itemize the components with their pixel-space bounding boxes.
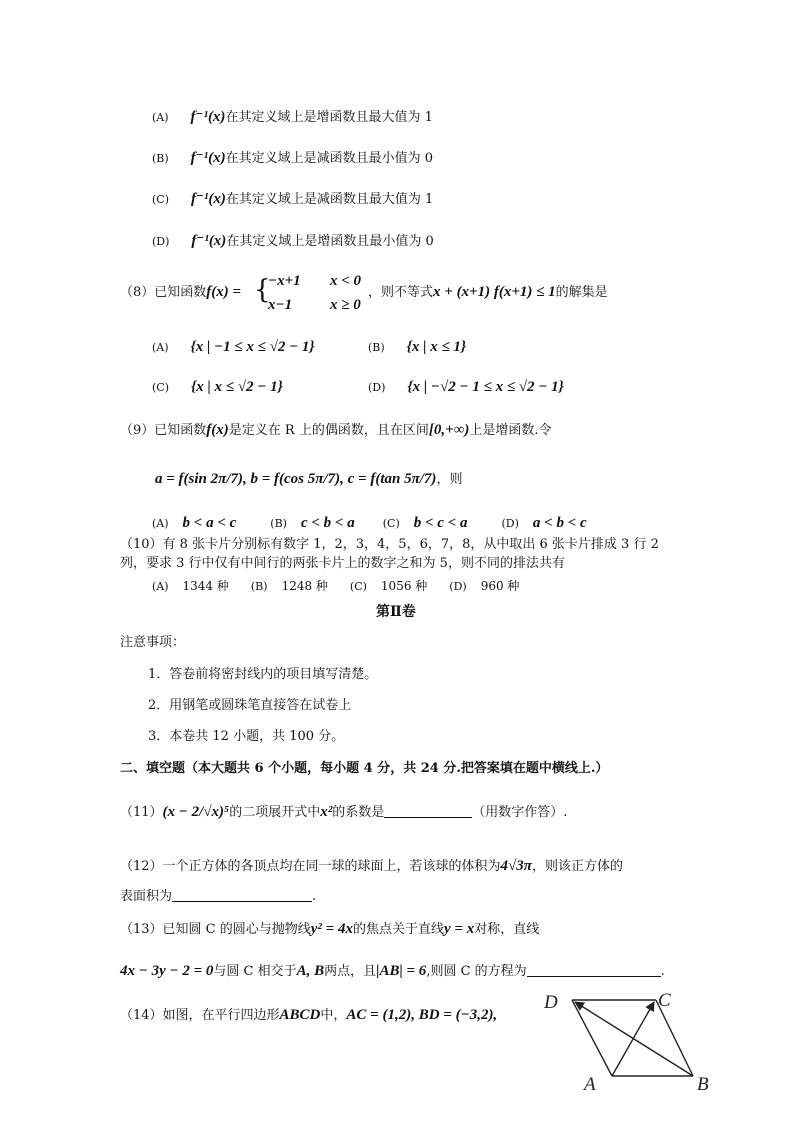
answer-blank[interactable] <box>172 888 312 902</box>
option-text: 1056 种 <box>380 579 428 593</box>
math-expr: f⁻¹(x) <box>191 233 227 249</box>
abc-definitions: a = f(sin 2π/7), b = f(cos 5π/7), c = f(tan 5π/7) <box>155 471 437 487</box>
edge-da <box>572 1000 612 1076</box>
stem-text: 两点，且 <box>324 964 377 979</box>
q7-option-c <box>152 190 433 209</box>
question-number: （11） <box>120 805 163 820</box>
stem-text: 与圆 C 相交于 <box>213 964 297 979</box>
q8-option-c <box>152 378 283 397</box>
option-label: (A) <box>152 111 169 124</box>
stem-text: 表面积为 <box>120 889 173 904</box>
option-label: (D) <box>449 580 467 593</box>
option-label: (C) <box>382 517 400 530</box>
case-condition: x < 0 <box>330 273 362 289</box>
option-text: 1344 种 <box>182 579 229 593</box>
q11 <box>120 803 567 822</box>
option-label: (D) <box>152 235 170 248</box>
stem-text: ，则 <box>436 472 463 487</box>
math-expr: f⁻¹(x) <box>191 191 226 207</box>
vertex-label-c: C <box>658 990 671 1011</box>
piecewise-cond-1 <box>330 272 361 291</box>
function-name: f(x) <box>206 422 229 438</box>
q8-stem-label <box>120 283 241 302</box>
q8-option-a <box>152 338 315 357</box>
stem-text: ,则圆 C 的方程为 <box>426 964 527 979</box>
option-expr: {x | −1 ≤ x ≤ √2 − 1} <box>190 339 315 355</box>
option-label: (C) <box>152 381 169 394</box>
option-text: 在其定义域上是减函数且最大值为 1 <box>225 192 434 207</box>
vertex-label-b: B <box>697 1074 709 1092</box>
option-label: (D) <box>368 381 386 394</box>
q7-option-d <box>152 232 434 251</box>
option-expr: {x | −√2 − 1 ≤ x ≤ √2 − 1} <box>407 379 564 395</box>
option-label: (B) <box>270 517 287 530</box>
case-expr: −x+1 <box>268 273 301 289</box>
q8-option-b <box>368 338 466 357</box>
stem-text: （13）已知圆 C 的圆心与抛物线 <box>120 922 311 937</box>
part-title: 第Ⅱ卷 <box>376 604 416 620</box>
points: A, B <box>296 963 325 979</box>
stem-text: （9）已知函数 <box>120 423 207 438</box>
option-label: (A) <box>152 517 169 530</box>
stem-text: 上是增函数.令 <box>469 423 552 438</box>
piecewise-brace: { <box>254 275 271 305</box>
q12-line-2: 表面积为 . <box>120 889 317 904</box>
option-text: 在其定义域上是减函数且最小值为 0 <box>225 151 433 166</box>
note-item: 2．用钢笔或圆珠笔直接答在试卷上 <box>148 698 352 713</box>
stem-text: （用数字作答）. <box>472 805 568 820</box>
line-equation: 4x − 3y − 2 = 0 <box>120 963 214 979</box>
option-label: (B) <box>368 341 385 354</box>
option-label: (C) <box>152 193 169 206</box>
answer-blank[interactable] <box>384 804 472 818</box>
option-expr: {x | x ≤ √2 − 1} <box>191 379 283 395</box>
stem-text: 的二项展开式中 <box>229 805 321 820</box>
option-label: (A) <box>152 580 169 593</box>
line-expr: y = x <box>443 921 475 937</box>
q9-options <box>152 514 587 533</box>
note-item: 1．答卷前将密封线内的项目填写清楚。 <box>148 667 378 682</box>
q7-option-b <box>152 149 433 168</box>
math-term: x² <box>320 804 333 820</box>
stem-text: 的焦点关于直线 <box>352 922 444 937</box>
stem-text: ，则该正方体的 <box>531 859 623 874</box>
stem-text: 中， <box>320 1008 347 1023</box>
q8-option-d <box>368 378 564 397</box>
q10-options <box>152 577 519 596</box>
note-item: 3．本卷共 12 小题，共 100 分。 <box>148 729 345 744</box>
piecewise-case-1 <box>268 272 301 291</box>
stem-text: ，则不等式 <box>368 285 434 300</box>
option-expr: b < a < c <box>182 515 237 531</box>
math-expr: f⁻¹(x) <box>190 109 226 125</box>
inequality: x + (x+1) f(x+1) ≤ 1 <box>433 284 556 300</box>
function-name: f(x) = <box>206 284 242 300</box>
q7-option-a <box>152 108 433 127</box>
binomial-expr: (x − 2/√x)⁵ <box>162 804 230 820</box>
option-label: (A) <box>152 341 169 354</box>
figure-name: ABCD <box>279 1007 321 1023</box>
piecewise-cond-2 <box>330 296 361 315</box>
interval: [0,+∞) <box>428 422 470 438</box>
option-expr: a < b < c <box>532 515 587 531</box>
option-text: 在其定义域上是增函数且最大值为 1 <box>225 110 433 125</box>
stem-text: （12）一个正方体的各顶点均在同一球的球面上，若该球的体积为 <box>120 859 501 874</box>
parabola-expr: y² = 4x <box>310 921 353 937</box>
volume-expr: 4√3π <box>500 858 532 874</box>
q14-stem <box>120 1006 497 1025</box>
option-label: (D) <box>501 517 519 530</box>
q12-line-1 <box>120 857 623 876</box>
vector-expr: AC = (1,2), BD = (−3,2), <box>346 1007 498 1023</box>
parallelogram-figure <box>540 988 720 1092</box>
stem-text: （14）如图，在平行四边形 <box>120 1008 280 1023</box>
option-text: 960 种 <box>480 579 520 593</box>
option-label: (B) <box>152 152 169 165</box>
vertex-label-a: A <box>584 1074 596 1092</box>
case-expr: x−1 <box>268 297 293 313</box>
option-label: (B) <box>250 580 268 593</box>
stem-text: 的系数是 <box>332 805 385 820</box>
section-heading: 二、填空题（本大题共 6 个小题，每小题 4 分，共 24 分.把答案填在题中横线上.） <box>120 761 609 776</box>
piecewise-case-2 <box>268 296 292 315</box>
q10-line-2: 列，要求 3 行中仅有中间行的两张卡片上的数字之和为 5，则不同的排法共有 <box>120 556 565 571</box>
q9-definitions <box>155 470 462 489</box>
vertex-label-d: D <box>544 992 558 1013</box>
option-text: 在其定义域上是增函数且最小值为 0 <box>226 234 434 249</box>
stem-text: 是定义在 R 上的偶函数，且在区间 <box>228 423 429 438</box>
q13-line-2: 4x − 3y − 2 = 0与圆 C 相交于A, B两点，且|AB| = 6,则圆 C 的方程为 . <box>120 963 665 979</box>
option-expr: {x | x ≤ 1} <box>406 339 467 355</box>
case-condition: x ≥ 0 <box>330 297 361 313</box>
math-expr: f⁻¹(x) <box>190 150 226 166</box>
answer-blank[interactable] <box>527 963 661 977</box>
notes-title: 注意事项： <box>120 635 186 650</box>
option-expr: b < c < a <box>413 515 468 531</box>
option-text: 1248 种 <box>281 579 328 593</box>
stem-text: 对称，直线 <box>474 922 540 937</box>
option-label: (C) <box>349 580 367 593</box>
q9-stem <box>120 421 551 440</box>
chord-length: |AB| = 6 <box>376 963 427 979</box>
q8-stem-rest <box>368 283 608 302</box>
stem-text: 的解集是 <box>555 285 608 300</box>
question-number: （8）已知函数 <box>120 285 207 300</box>
q10-line-1: （10）有 8 张卡片分别标有数字 1，2，3，4，5，6，7，8，从中取出 6 张卡片排成 3 行 2 <box>120 537 659 552</box>
q13-line-1 <box>120 920 539 939</box>
option-expr: c < b < a <box>300 515 355 531</box>
